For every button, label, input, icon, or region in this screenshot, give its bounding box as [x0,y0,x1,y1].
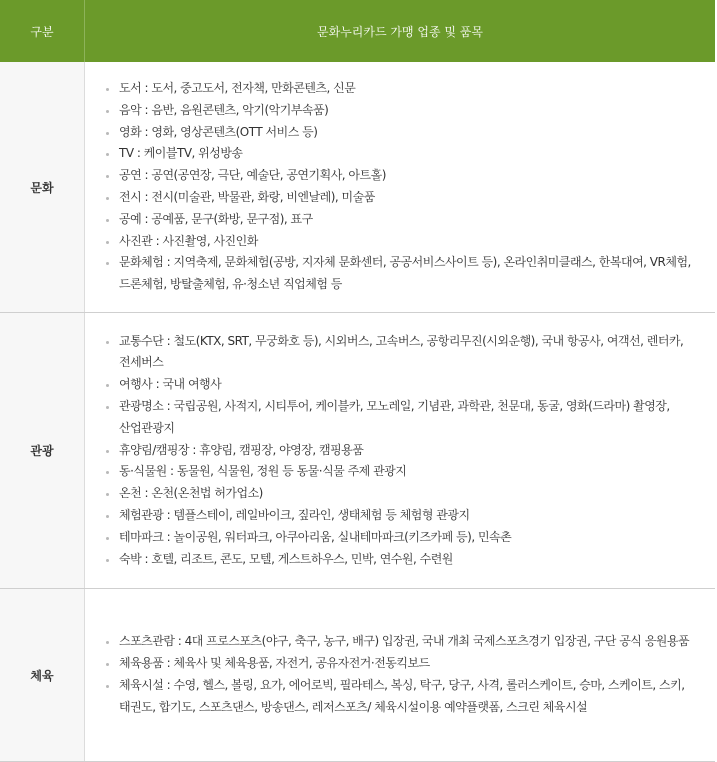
bullet-icon [106,175,109,178]
list-item: 여행사 : 국내 여행사 [105,374,705,396]
items-cell-tourism [85,313,716,589]
bullet-icon [106,88,109,91]
table-row-tourism [0,313,715,589]
bullet-icon [106,450,109,453]
bullet-icon [106,406,109,409]
list-item: 체육용품 : 체육사 및 체육용품, 자전거, 공유자전거·전동킥보드 [105,653,705,675]
category-culture: 문화 [0,62,85,313]
list-item: 전시 : 전시(미술관, 박물관, 화랑, 비엔날레), 미술품 [105,187,705,209]
list-item: 온천 : 온천(온천법 허가업소) [105,483,705,505]
list-item: 동·식물원 : 동물원, 식물원, 정원 등 동물·식물 주제 관광지 [105,461,705,483]
bullet-icon [106,219,109,222]
category-sports: 체육 [0,589,85,762]
table-header-row [0,0,715,62]
table-row-culture [0,62,715,313]
list-item: 체험관광 : 템플스테이, 레일바이크, 짚라인, 생태체험 등 체험형 관광지 [105,505,705,527]
list-item: 관광명소 : 국립공원, 사적지, 시티투어, 케이블카, 모노레일, 기념관, 과학관, 천문대, 동굴, 영화(드라마) 촬영장, 산업관광지 [105,396,705,440]
bullet-icon [106,197,109,200]
bullet-icon [106,241,109,244]
list-item: 영화 : 영화, 영상콘텐츠(OTT 서비스 등) [105,122,705,144]
table-row-sports [0,589,715,762]
list-item: 사진관 : 사진촬영, 사진인화 [105,231,705,253]
list-item: 도서 : 도서, 중고도서, 전자책, 만화콘텐츠, 신문 [105,78,705,100]
list-item: TV : 케이블TV, 위성방송 [105,143,705,165]
bullet-icon [106,641,109,644]
header-category: 구분 [0,0,85,62]
items-cell-culture [85,62,716,313]
list-item: 테마파크 : 놀이공원, 워터파크, 아쿠아리움, 실내테마파크(키즈카페 등), 민속촌 [105,527,705,549]
bullet-icon [106,663,109,666]
bullet-icon [106,153,109,156]
header-items: 문화누리카드 가맹 업종 및 품목 [85,0,716,62]
culture-item-list [105,78,705,296]
list-item: 교통수단 : 철도(KTX, SRT, 무궁화호 등), 시외버스, 고속버스, 공항리무진(시외운행), 국내 항공사, 여객선, 렌터카, 전세버스 [105,331,705,375]
bullet-icon [106,262,109,265]
bullet-icon [106,515,109,518]
list-item: 문화체험 : 지역축제, 문화체험(공방, 지자체 문화센터, 공공서비스사이트 등), 온라인취미클래스, 한복대여, VR체험, 드론체험, 방탈출체험, 유·청소년 직업체험 등 [105,252,705,296]
bullet-icon [106,110,109,113]
bullet-icon [106,537,109,540]
bullet-icon [106,132,109,135]
tourism-item-list [105,331,705,571]
bullet-icon [106,384,109,387]
list-item: 휴양림/캠핑장 : 휴양림, 캠핑장, 야영장, 캠핑용품 [105,440,705,462]
list-item: 스포츠관람 : 4대 프로스포츠(야구, 축구, 농구, 배구) 입장권, 국내 개최 국제스포츠경기 입장권, 구단 공식 응원용품 [105,631,705,653]
list-item: 숙박 : 호텔, 리조트, 콘도, 모텔, 게스트하우스, 민박, 연수원, 수련원 [105,549,705,571]
list-item: 공연 : 공연(공연장, 극단, 예술단, 공연기획사, 아트홀) [105,165,705,187]
bullet-icon [106,559,109,562]
bullet-icon [106,471,109,474]
list-item: 체육시설 : 수영, 헬스, 볼링, 요가, 에어로빅, 필라테스, 복싱, 탁구, 당구, 사격, 롤러스케이트, 승마, 스케이트, 스키, 태권도, 합기도, 스포츠댄스, 방송댄스, 레저스포츠/ 체육시설이용 예약플랫폼, 스크린 체육시설 [105,675,705,719]
category-tourism: 관광 [0,313,85,589]
list-item: 공예 : 공예품, 문구(화방, 문구점), 표구 [105,209,705,231]
list-item: 음악 : 음반, 음원콘텐츠, 악기(악기부속품) [105,100,705,122]
bullet-icon [106,341,109,344]
bullet-icon [106,685,109,688]
sports-item-list [105,631,705,718]
bullet-icon [106,493,109,496]
items-cell-sports [85,589,716,762]
